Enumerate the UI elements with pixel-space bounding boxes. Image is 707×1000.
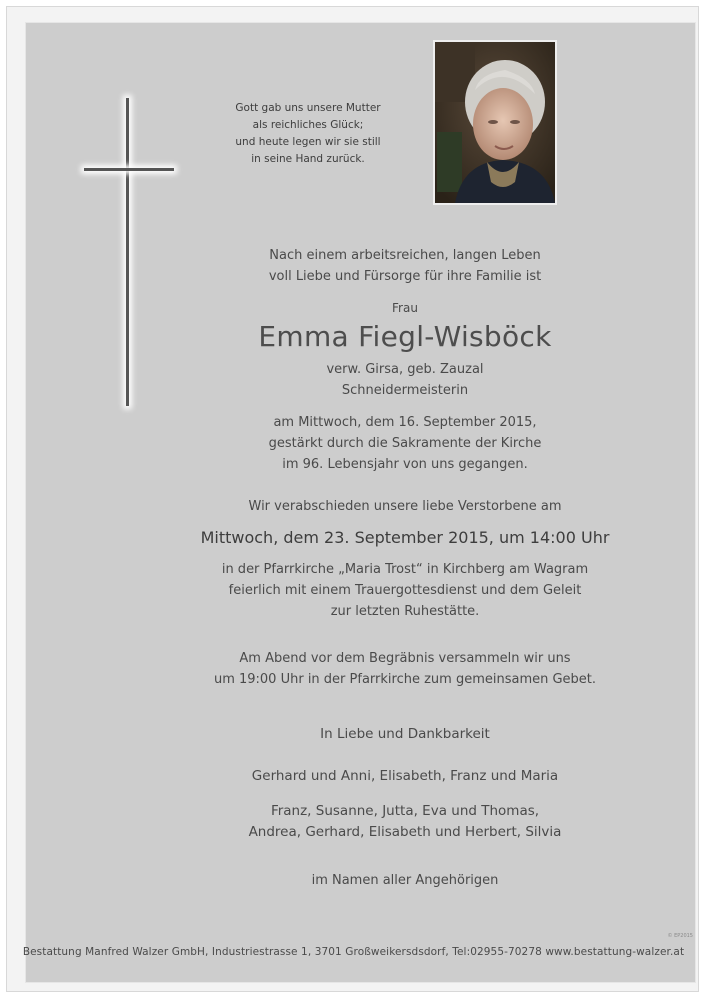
- prayer-line: Am Abend vor dem Begräbnis versammeln wir uns: [239, 651, 571, 666]
- quote-line: als reichliches Glück;: [252, 119, 364, 131]
- mourners-grandchildren: [190, 801, 620, 843]
- closing-text: In Liebe und Dankbarkeit: [320, 726, 490, 742]
- place-line: feierlich mit einem Trauergottesdienst und dem Geleit: [228, 583, 582, 598]
- funeral-date: Mittwoch, dem 23. September 2015, um 14:00 Uhr: [200, 528, 610, 547]
- intro-text: [190, 245, 620, 287]
- funeral-place: [190, 559, 620, 622]
- deceased-details: [190, 359, 620, 401]
- intro-line: voll Liebe und Fürsorge für ihre Familie ist: [268, 269, 542, 284]
- death-line: im 96. Lebensjahr von uns gegangen.: [282, 457, 528, 472]
- quote-line: und heute legen wir sie still: [235, 136, 381, 148]
- portrait-photo: [433, 40, 557, 205]
- quote-line: in seine Hand zurück.: [251, 153, 365, 165]
- death-line: am Mittwoch, dem 16. September 2015,: [273, 415, 537, 430]
- salutation: Frau: [392, 301, 418, 315]
- place-line: in der Pfarrkirche „Maria Trost“ in Kirchberg am Wagram: [221, 562, 589, 577]
- cross-icon: [84, 98, 174, 406]
- deceased-name: Emma Fiegl-Wisböck: [258, 320, 552, 353]
- footer-undertaker: Bestattung Manfred Walzer GmbH, Industriestrasse 1, 3701 Großweikersdsdorf, Tel:02955-70278 www.bestattung-walzer.at: [22, 946, 685, 958]
- memorial-quote: [222, 100, 394, 168]
- quote-line: Gott gab uns unsere Mutter: [235, 102, 381, 114]
- prayer-text: [190, 648, 620, 690]
- detail-line: verw. Girsa, geb. Zauzal: [326, 362, 484, 377]
- prayer-line: um 19:00 Uhr in der Pfarrkirche zum gemeinsamen Gebet.: [213, 672, 597, 687]
- place-line: zur letzten Ruhestätte.: [330, 604, 480, 619]
- copyright-mark: © EP2015: [667, 933, 693, 939]
- detail-line: Schneidermeisterin: [341, 383, 469, 398]
- grandchildren-line: Franz, Susanne, Jutta, Eva und Thomas,: [270, 803, 540, 819]
- death-text: [190, 412, 620, 475]
- signoff-text: im Namen aller Angehörigen: [311, 873, 499, 888]
- death-line: gestärkt durch die Sakramente der Kirche: [268, 436, 542, 451]
- mourners-children: Gerhard und Anni, Elisabeth, Franz und Maria: [251, 768, 559, 784]
- intro-line: Nach einem arbeitsreichen, langen Leben: [269, 248, 541, 263]
- portrait-image: [435, 42, 555, 203]
- farewell-intro: Wir verabschieden unsere liebe Verstorbene am: [248, 499, 562, 514]
- grandchildren-line: Andrea, Gerhard, Elisabeth und Herbert, Silvia: [248, 824, 562, 840]
